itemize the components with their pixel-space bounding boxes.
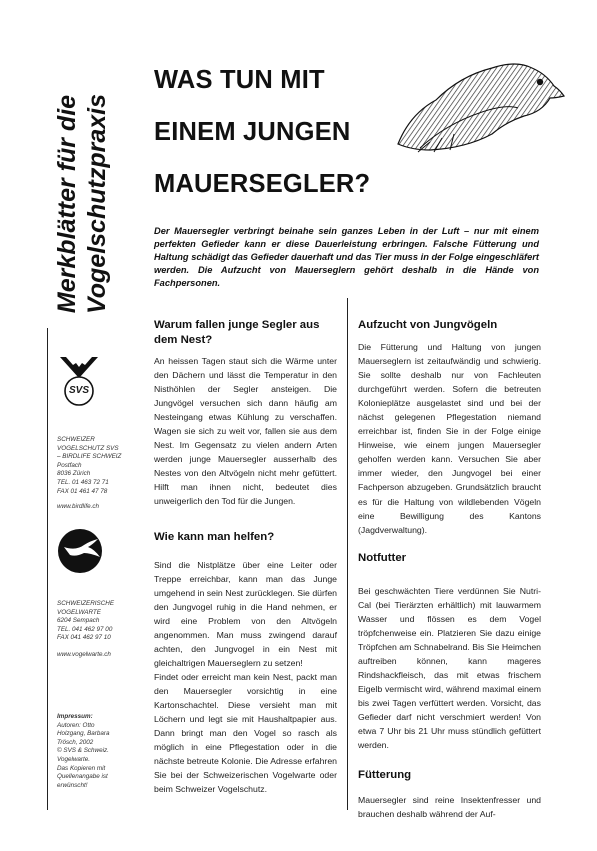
- impressum-line: erwünscht!: [57, 781, 88, 789]
- address-line: FAX 01 461 47 78: [57, 487, 108, 495]
- vogelwarte-logo: [56, 527, 104, 575]
- address-line: VOGELWARTE: [57, 608, 101, 616]
- sidebar-rule: [47, 328, 48, 810]
- section-text-notfutter: [358, 584, 541, 753]
- page-title-line3: MAUERSEGLER?: [154, 170, 371, 198]
- lead-paragraph: Der Mauersegler verbringt beinahe sein ganzes Leben in der Luft – nur mit einem perfekten Gefieder kann er diese Dauerleistung erbringen. Falsche Fütterung und Haltung schädigt das Gefieder dauerhaft und das Tier muss in der Folge eingeschläfert werden. Die Aufzucht von Mauerseglern gehört deshalb in die Hände von Fachpersonen.: [154, 226, 539, 289]
- vogelwarte-address: [57, 600, 114, 643]
- address-line: 6204 Sempach: [57, 617, 100, 625]
- address-line: FAX 041 462 97 10: [57, 634, 111, 642]
- impressum-line: Vogelwarte.: [57, 755, 91, 763]
- series-title-line2: Vogelschutzpraxis: [83, 94, 111, 314]
- svs-address: [57, 436, 121, 496]
- address-line: 8036 Zürich: [57, 470, 91, 478]
- page-title-line2: EINEM JUNGEN: [154, 118, 351, 146]
- impressum: [57, 713, 110, 790]
- paragraph: Mauersegler sind reine Insektenfresser und brauchen deshalb während der Auf-: [358, 795, 541, 820]
- impressum-line: Das Kopieren mit: [57, 764, 106, 772]
- eagle-icon: [54, 353, 104, 407]
- address-line: – BIRDLIFE SCHWEIZ: [57, 453, 122, 461]
- section-heading-helfen: Wie kann man helfen?: [154, 530, 275, 543]
- svs-logo-text: SVS: [68, 385, 89, 396]
- address-line: SCHWEIZER: [57, 436, 95, 443]
- series-title-line1: Merkblätter für die: [53, 94, 81, 314]
- vogelwarte-website: www.vogelwarte.ch: [57, 651, 111, 658]
- paragraph: Bei geschwächten Tiere verdünnen Sie Nutri-Cal (bei Tierärzten erhältlich) mit lauwarmem Wasser und flössen es dem Vogel tröpfchenweise ein. Platzieren Sie dazu einige Tröpfchen am Schnabelrand. Bis Sie Heimchen auftreiben können, kann mageres Rindshackfleisch, das mit etwas frischem Eigelb vermischt wird, während maximal einem bis zwei Tagen verfüttert werden. Vorsicht, das Gefieder darf nicht verschmiert werden! Von etwa 7 Uhr bis 21 Uhr muss stündlich gefüttert werden.: [358, 585, 541, 751]
- address-line: TEL. 041 462 97 00: [57, 625, 113, 633]
- swift-illustration: [390, 52, 568, 156]
- section-text-fuetterung: [358, 793, 541, 821]
- paragraph: Findet oder erreicht man kein Nest, packt man den Mauersegler vorsichtig in eine Kartonschachtel. Diese versieht man mit Löchern und legt sie mit Haushaltpapier aus. Dann bringt man den Vogel so rasch als möglich in eine Pflegestation oder in die nächste betreute Kolonie. Die Adresse erfahren Sie bei der Schweizerischen Vogelwarte oder beim Schweizer Vogelschutz.: [154, 671, 337, 795]
- column-left: [154, 318, 337, 796]
- series-title: [52, 64, 112, 344]
- section-heading-aufzucht: Aufzucht von Jungvögeln: [358, 319, 498, 331]
- swift-bird-icon: [390, 52, 568, 156]
- address-line: Postfach: [57, 461, 82, 469]
- column-divider: [347, 298, 348, 810]
- page-title-line1: WAS TUN MIT: [154, 66, 325, 94]
- svs-website: www.birdlife.ch: [57, 503, 99, 510]
- swallow-icon: [56, 527, 104, 575]
- address-line: SCHWEIZERISCHE: [57, 600, 115, 607]
- section-text-warum: [154, 354, 337, 509]
- paragraph: Sind die Nistplätze über eine Leiter oder Treppe erreichbar, kann man das Junge umgehend in sein Nest zurücklegen. Sie dürfen den Jungvogel ruhig in die Hand nehmen, er wird eine Problem von den Altvögeln angenommen. Man muss zwingend darauf achten, den Jungvogel in ein Nest mit gleichaltrigen Mauerseglern zu setzen!: [154, 559, 337, 668]
- address-line: TEL. 01 463 72 71: [57, 478, 109, 486]
- section-text-aufzucht: [358, 340, 541, 537]
- paragraph: Die Fütterung und Haltung von jungen Mauerseglern ist zeitaufwändig und schwierig. Sie sollte deshalb nur von Fachleuten durchgeführt werden. Sofern die betreuten Kolonieplätze ausgelastet sind und bei der nächst gelegenen Pflegestation niemand erreichbar ist, finden Sie in der Folge einige Hinweise, wie einem jungen Mauersegler geholfen werden kann. Versuchen Sie aber immer wieder, den Jungvogel bei einer Fachperson abzugeben. Grundsätzlich braucht es für die Haltung von wildlebenden Vögeln eine Bewilligung des Kantons (Jagdverwaltung).: [358, 342, 541, 535]
- impressum-line: Autoren: Otto: [57, 721, 95, 729]
- impressum-line: Holzgang, Barbara: [57, 730, 110, 738]
- svs-logo: [54, 353, 104, 407]
- column-right: [358, 318, 541, 821]
- address-line: VOGELSCHUTZ SVS: [57, 444, 119, 452]
- section-heading-notfutter: Notfutter: [358, 551, 407, 564]
- paragraph: An heissen Tagen staut sich die Wärme unter den Dächern und lässt die Temperatur in den Nisthöhlen der Segler ansteigen. Die Jungvögel versuchen sich dann häufig am Nesteingang etwas Kühlung zu verschaffen. Wagen sie sich zu weit vor, fallen sie aus dem Nest. Im Gegensatz zu vielen andern Arten werden junge Mauersegler ausserhalb des Nestes von den Altvögeln nicht mehr gefüttert. Hilft man ihnen nicht, bedeutet dies unweigerlich den Tod für die Jungen.: [154, 356, 337, 507]
- impressum-line: Trösch, 2002: [57, 738, 94, 746]
- section-text-helfen: [154, 558, 337, 797]
- section-heading-fuetterung: Fütterung: [358, 769, 412, 782]
- section-heading-warum: Warum fallen junge Segler aus dem Nest?: [154, 319, 320, 346]
- impressum-heading: Impressum:: [57, 713, 93, 720]
- impressum-line: © SVS & Schweiz.: [57, 747, 109, 755]
- impressum-line: Quellenangabe ist: [57, 773, 108, 781]
